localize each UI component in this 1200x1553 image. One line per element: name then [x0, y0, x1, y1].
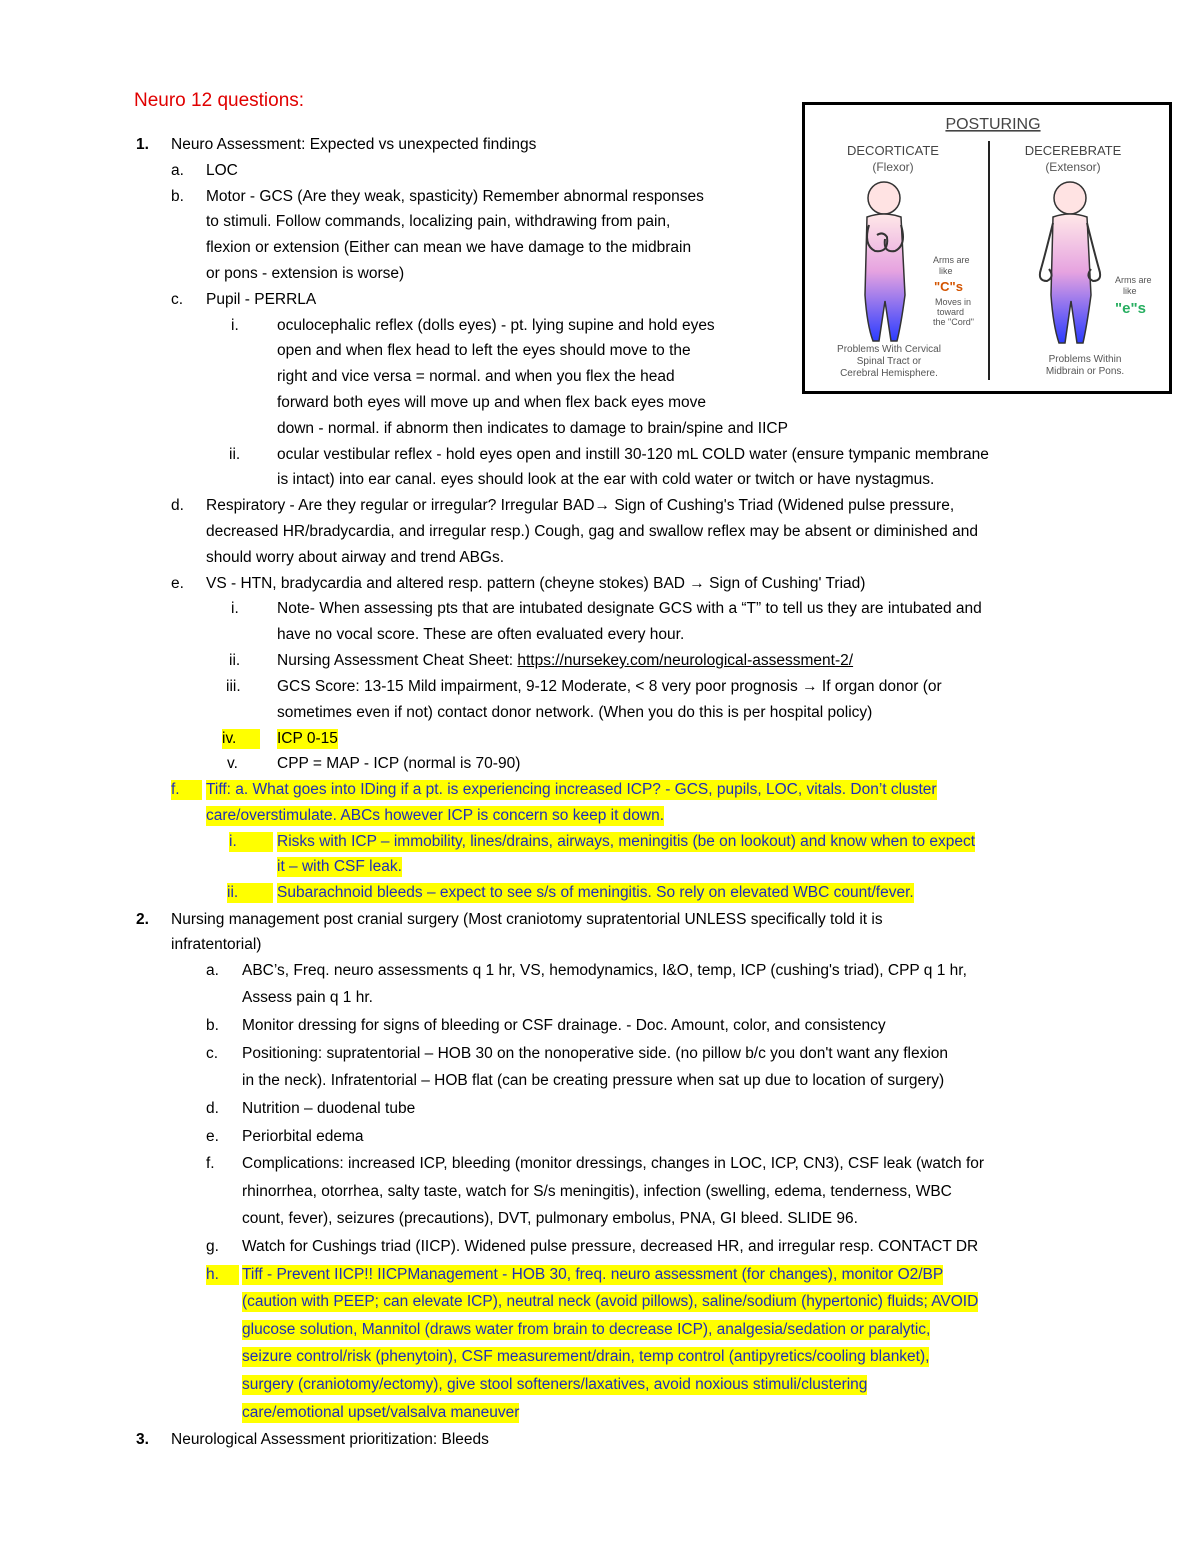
list-item: oculocephalic reflex (dolls eyes) - pt. lying supine and hold eyes [277, 317, 715, 334]
list-item: ocular vestibular reflex - hold eyes open and instill 30-120 mL COLD water (ensure tympanic membrane [277, 446, 989, 463]
list-item: Motor - GCS (Are they weak, spasticity) Remember abnormal responses [206, 188, 704, 205]
list-item: Pupil - PERRLA [206, 291, 317, 308]
list-item: VS - HTN, bradycardia and altered resp. pattern (cheyne stokes) BAD → Sign of Cushing' Triad) [206, 575, 866, 592]
list-item: Tiff - Prevent IICP!! IICPManagement - HOB 30, freq. neuro assessment (for changes), monitor O2/BP [242, 1266, 944, 1283]
decorticate-sub: (Flexor) [872, 160, 914, 174]
list-item: (caution with PEEP; can elevate ICP), neutral neck (avoid pillows), saline/sodium (hypertonic) fluids; AVOID [242, 1293, 979, 1310]
list-item: Periorbital edema [242, 1128, 364, 1145]
cheat-sheet-link[interactable]: https://nursekey.com/neurological-assessment-2/ [517, 652, 854, 669]
list-item: is intact) into ear canal. eyes should look at the ear with cold water or twitch or have nystagmus. [277, 471, 935, 488]
decerebrate-note-1: Arms are [1115, 275, 1152, 285]
decerebrate-note-2: like [1123, 286, 1137, 296]
decorticate-note-5: toward [937, 307, 965, 317]
decorticate-note-1: Arms are [933, 255, 970, 265]
list-item: ABC’s, Freq. neuro assessments q 1 hr, VS, hemodynamics, I&O, temp, ICP (cushing's triad), CPP q 1 hr, [242, 962, 967, 979]
decerebrate-caption-1: Problems Within [1048, 354, 1122, 365]
list-item: rhinorrhea, otorrhea, salty taste, watch for S/s meningitis), infection (swelling, edema, tenderness, WBC [242, 1183, 952, 1200]
list-item: seizure control/risk (phenytoin), CSF measurement/drain, temp control (antipyretics/cooling blanket), [242, 1348, 930, 1365]
list-marker: d. [206, 1100, 219, 1117]
list-item: GCS Score: 13-15 Mild impairment, 9-12 Moderate, < 8 very poor prognosis → If organ donor (or [277, 678, 942, 695]
list-item: Assess pain q 1 hr. [242, 989, 373, 1006]
list-marker: c. [171, 291, 184, 308]
list-marker: ii. [227, 883, 273, 903]
list-marker: g. [206, 1238, 219, 1255]
list-item: ICP 0-15 [277, 730, 338, 747]
list-item: Nutrition – duodenal tube [242, 1100, 416, 1117]
list-item: decreased HR/bradycardia, and irregular resp.) Cough, gag and swallow reflex may be absent or diminished and [206, 523, 978, 540]
list-item: Neuro Assessment: Expected vs unexpected findings [171, 136, 537, 153]
decorticate-note-4: Moves in [935, 297, 972, 307]
list-marker: c. [206, 1045, 219, 1062]
list-item: Monitor dressing for signs of bleeding or CSF drainage. - Doc. Amount, color, and consistency [242, 1017, 886, 1034]
list-item: Respiratory - Are they regular or irregular? Irregular BAD→ Sign of Cushing's Triad (Widened pulse pressure, [206, 497, 955, 514]
decerebrate-caption-2: Midbrain or Pons. [1045, 366, 1125, 377]
list-marker: 3. [136, 1431, 149, 1448]
list-item: infratentorial) [171, 936, 262, 953]
list-item: to stimuli. Follow commands, localizing pain, withdrawing from pain, [206, 213, 671, 230]
list-item: LOC [206, 162, 238, 179]
posturing-figure [802, 102, 1172, 394]
list-marker: e. [171, 575, 184, 592]
list-marker: i. [231, 600, 239, 617]
cheat-sheet-label: Nursing Assessment Cheat Sheet: [277, 652, 518, 669]
list-marker: v. [227, 755, 238, 772]
decerebrate-body [1040, 182, 1100, 343]
list-item: forward both eyes will move up and when flex back eyes move [277, 394, 707, 411]
list-marker: b. [206, 1017, 219, 1034]
list-item [277, 651, 853, 671]
list-item: glucose solution, Mannitol (draws water from brain to decrease ICP), analgesia/sedation or paralytic, [242, 1321, 931, 1338]
list-marker: f. [206, 1155, 215, 1172]
decorticate-caption-1: Problems With Cervical [837, 344, 941, 355]
decerebrate-note-3: "e"s [1115, 300, 1146, 317]
list-item: surgery (craniotomy/ectomy), give stool softeners/laxatives, avoid noxious stimuli/clustering [242, 1376, 868, 1393]
list-item: have no vocal score. These are often evaluated every hour. [277, 626, 685, 643]
list-marker: ii. [229, 652, 241, 669]
list-item: care/emotional upset/valsalva maneuver [242, 1404, 520, 1421]
list-item: Note- When assessing pts that are intubated designate GCS with a “T” to tell us they are intubated and [277, 600, 982, 617]
list-marker: d. [171, 497, 184, 514]
list-item: Nursing management post cranial surgery (Most craniotomy supratentorial UNLESS specifically told it is [171, 911, 883, 928]
list-item: count, fever), seizures (precautions), DVT, pulmonary embolus, PNA, GI bleed. SLIDE 96. [242, 1210, 858, 1227]
list-item: open and when flex head to left the eyes should move to the [277, 342, 691, 359]
list-item: Neurological Assessment prioritization: Bleeds [171, 1431, 489, 1448]
list-item: Tiff: a. What goes into IDing if a pt. is experiencing increased ICP? - GCS, pupils, LOC, vitals. Don’t cluster [206, 781, 937, 798]
list-marker: b. [171, 188, 184, 205]
list-marker: 1. [136, 136, 149, 153]
decorticate-body [865, 182, 905, 341]
list-item: down - normal. if abnorm then indicates to damage to brain/spine and IICP [277, 420, 788, 437]
list-item: or pons - extension is worse) [206, 265, 405, 282]
list-item: flexion or extension (Either can mean we have damage to the midbrain [206, 239, 692, 256]
list-item: Watch for Cushings triad (IICP). Widened pulse pressure, decreased HR, and irregular resp. CONTACT DR [242, 1238, 979, 1255]
list-item: right and vice versa = normal. and when you flex the head [277, 368, 675, 385]
list-marker: e. [206, 1128, 219, 1145]
list-marker: ii. [229, 446, 241, 463]
list-marker: f. [171, 780, 202, 800]
decorticate-caption-2: Spinal Tract or [856, 356, 922, 367]
list-item: care/overstimulate. ABCs however ICP is concern so keep it down. [206, 807, 665, 824]
list-item: Subarachnoid bleeds – expect to see s/s of meningitis. So rely on elevated WBC count/fever. [277, 884, 914, 901]
list-marker: i. [229, 832, 273, 852]
decorticate-note-2: like [939, 266, 953, 276]
list-item: should worry about airway and trend ABGs. [206, 549, 505, 566]
decorticate-note-6: the "Cord" [933, 317, 974, 327]
list-item: Positioning: supratentorial – HOB 30 on the nonoperative side. (no pillow b/c you don't want any flexion [242, 1045, 949, 1062]
list-marker: a. [206, 962, 219, 979]
list-marker: iii. [226, 678, 241, 695]
list-item: CPP = MAP - ICP (normal is 70-90) [277, 755, 521, 772]
decerebrate-label: DECEREBRATE [1024, 143, 1122, 158]
list-marker: iv. [222, 729, 260, 749]
list-item: in the neck). Infratentorial – HOB flat (can be creating pressure when sat up due to location of surgery) [242, 1072, 945, 1089]
page-title: Neuro 12 questions: [134, 90, 305, 111]
list-marker: a. [171, 162, 184, 179]
list-item: it – with CSF leak. [277, 858, 402, 875]
decorticate-label: DECORTICATE [847, 143, 939, 158]
figure-title: POSTURING [945, 116, 1041, 133]
decerebrate-sub: (Extensor) [1045, 160, 1101, 174]
list-marker: h. [206, 1265, 239, 1285]
list-marker: 2. [136, 911, 149, 928]
decorticate-note-3: "C"s [934, 279, 963, 294]
list-item: Complications: increased ICP, bleeding (monitor dressings, changes in LOC, ICP, CN3), CSF leak (watch for [242, 1155, 985, 1172]
list-item: sometimes even if not) contact donor network. (When you do this is per hospital policy) [277, 704, 873, 721]
list-item: Risks with ICP – immobility, lines/drains, airways, meningitis (be on lookout) and know when to expect [277, 833, 976, 850]
list-marker: i. [231, 317, 239, 334]
decorticate-caption-3: Cerebral Hemisphere. [840, 368, 938, 379]
